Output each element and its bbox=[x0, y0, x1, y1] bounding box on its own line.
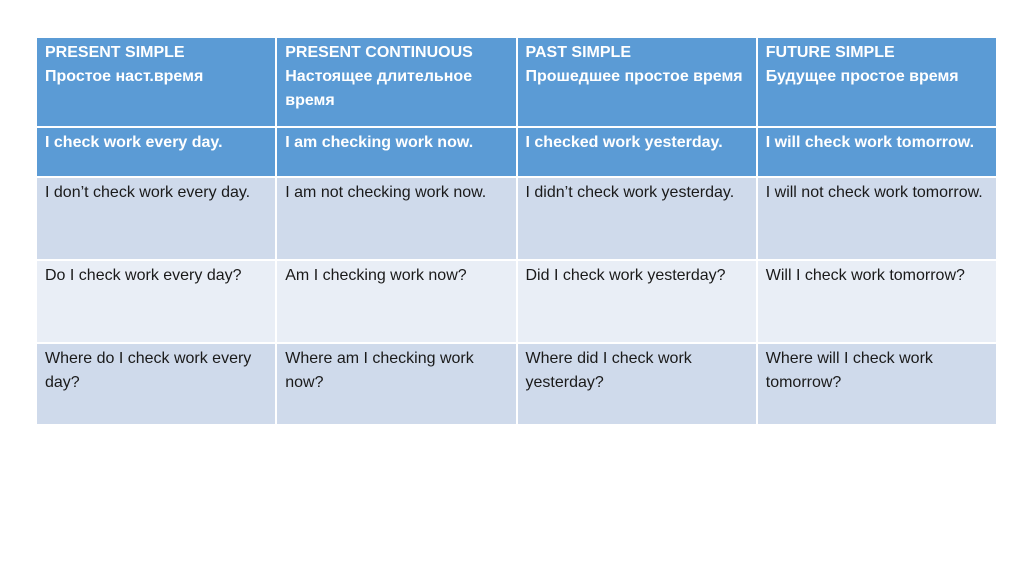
table-cell: Where did I check work yesterday? bbox=[517, 343, 757, 425]
header-cell-future-simple bbox=[757, 37, 997, 127]
header-title: FUTURE SIMPLE bbox=[765, 44, 895, 61]
table-cell: Where am I checking work now? bbox=[276, 343, 516, 425]
table-cell: I checked work yesterday. bbox=[517, 127, 757, 177]
header-cell-present-continuous bbox=[276, 37, 516, 127]
header-cell-present-simple bbox=[36, 37, 276, 127]
table-row-affirmative bbox=[36, 127, 997, 177]
table-row-question bbox=[36, 260, 997, 343]
table-cell: Where do I check work every day? bbox=[36, 343, 276, 425]
table-cell: Am I checking work now? bbox=[276, 260, 516, 343]
header-title: PAST SIMPLE bbox=[525, 44, 631, 61]
header-cell-past-simple bbox=[517, 37, 757, 127]
table-row-negative bbox=[36, 177, 997, 260]
header-row bbox=[36, 37, 997, 127]
table-row-wh-question bbox=[36, 343, 997, 425]
header-subtitle: Настоящее длительное время bbox=[285, 68, 473, 109]
header-subtitle: Прошедшее простое время bbox=[525, 68, 743, 85]
table-cell: I will check work tomorrow. bbox=[757, 127, 997, 177]
table-cell: Will I check work tomorrow? bbox=[757, 260, 997, 343]
table-cell: I didn’t check work yesterday. bbox=[517, 177, 757, 260]
table-cell: I check work every day. bbox=[36, 127, 276, 177]
header-subtitle: Будущее простое время bbox=[765, 68, 959, 85]
tenses-table bbox=[35, 36, 998, 426]
header-title: PRESENT SIMPLE bbox=[45, 44, 185, 61]
table-cell: I will not check work tomorrow. bbox=[757, 177, 997, 260]
table-cell: Where will I check work tomorrow? bbox=[757, 343, 997, 425]
table-cell: Do I check work every day? bbox=[36, 260, 276, 343]
header-title: PRESENT CONTINUOUS bbox=[285, 44, 473, 61]
table-cell: I am checking work now. bbox=[276, 127, 516, 177]
header-subtitle: Простое наст.время bbox=[45, 68, 204, 85]
table-cell: I am not checking work now. bbox=[276, 177, 516, 260]
table-cell: I don’t check work every day. bbox=[36, 177, 276, 260]
table-cell: Did I check work yesterday? bbox=[517, 260, 757, 343]
